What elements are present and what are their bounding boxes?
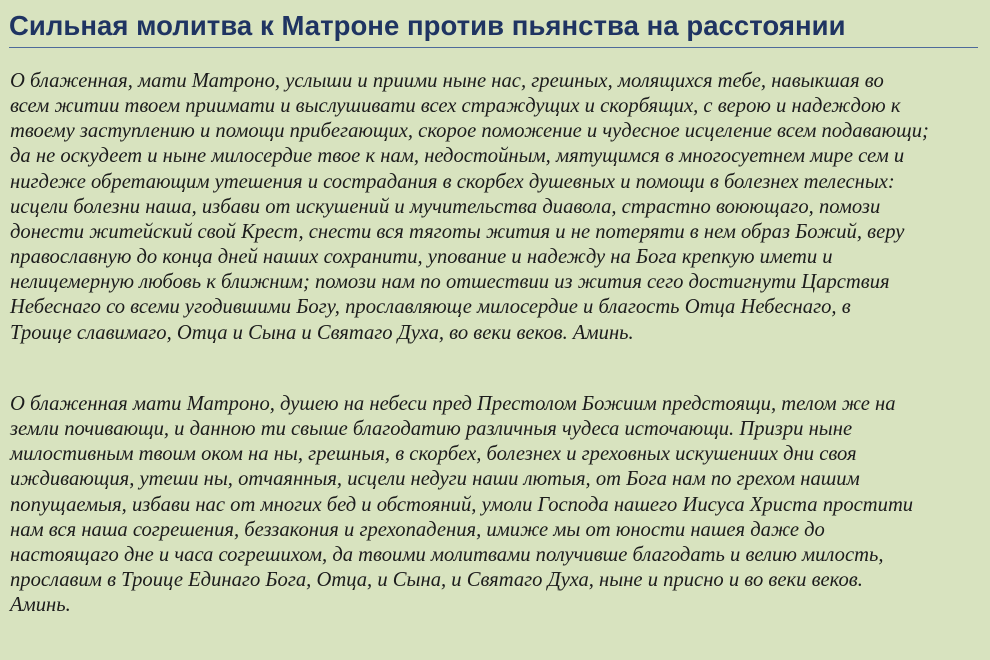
prayer-paragraph-1: О блаженная, мати Матроно, услыши и приими ныне нас, грешных, молящихся тебе, навыкшая во всем житии твоем приимати и выслушивати всех страждущих и скорбящих, с верою и надеждою к твоему заступлению и помощи прибегающих, скорое поможение и чудесное исцеление всем подавающи; да не оскудеет и ныне милосердие твое к нам, недостойным, мятущимся в многосуетнем мире сем и нигдеже обретающим утешения и сострадания в скорбех душевных и помощи в болезнех телесных: исцели болезни наша, избави от искушений и мучительства диавола, страстно воюющаго, помози донести житейский свой Крест, снести вся тяготы жития и не потеряти в нем образ Божий, веру православную до конца дней наших сохранити, упование и надежду на Бога крепкую имети и нелицемерную любовь к ближним; помози нам по отшествии из жития сего достигнути Царствия Небеснаго со всеми угодившими Богу, прославляюще милосердие и благость Отца Небеснаго, в Троице славимаго, Отца и Сына и Святаго Духа, во веки веков. Аминь.	[10, 70, 929, 344]
title-divider	[9, 47, 978, 48]
page-title: Сильная молитва к Матроне против пьянства на расстоянии	[9, 10, 846, 41]
prayer-paragraph-2: О блаженная мати Матроно, душею на небеси пред Престолом Божиим предстоящи, телом же на земли почивающи, и данною ти свыше благодатию различныя чудеса источающи. Призри ныне милостивным твоим оком на ны, грешныя, в скорбех, болезнех и греховных искушениих дни своя иждивающия, утеши ны, отчаянныя, исцели недуги наши лютыя, от Бога нам по грехом нашим попущаемыя, избави нас от многих бед и обстояний, умоли Господа нашего Иисуса Христа простити нам вся наша согрешения, беззакония и грехопадения, имиже мы от юности нашея даже до настоящаго дне и часа согрешихом, да твоими молитвами получивше благодать и велию милость, прославим в Троице Единаго Бога, Отца, и Сына, и Святаго Духа, ныне и присно и во веки веков. Аминь.	[10, 393, 914, 617]
